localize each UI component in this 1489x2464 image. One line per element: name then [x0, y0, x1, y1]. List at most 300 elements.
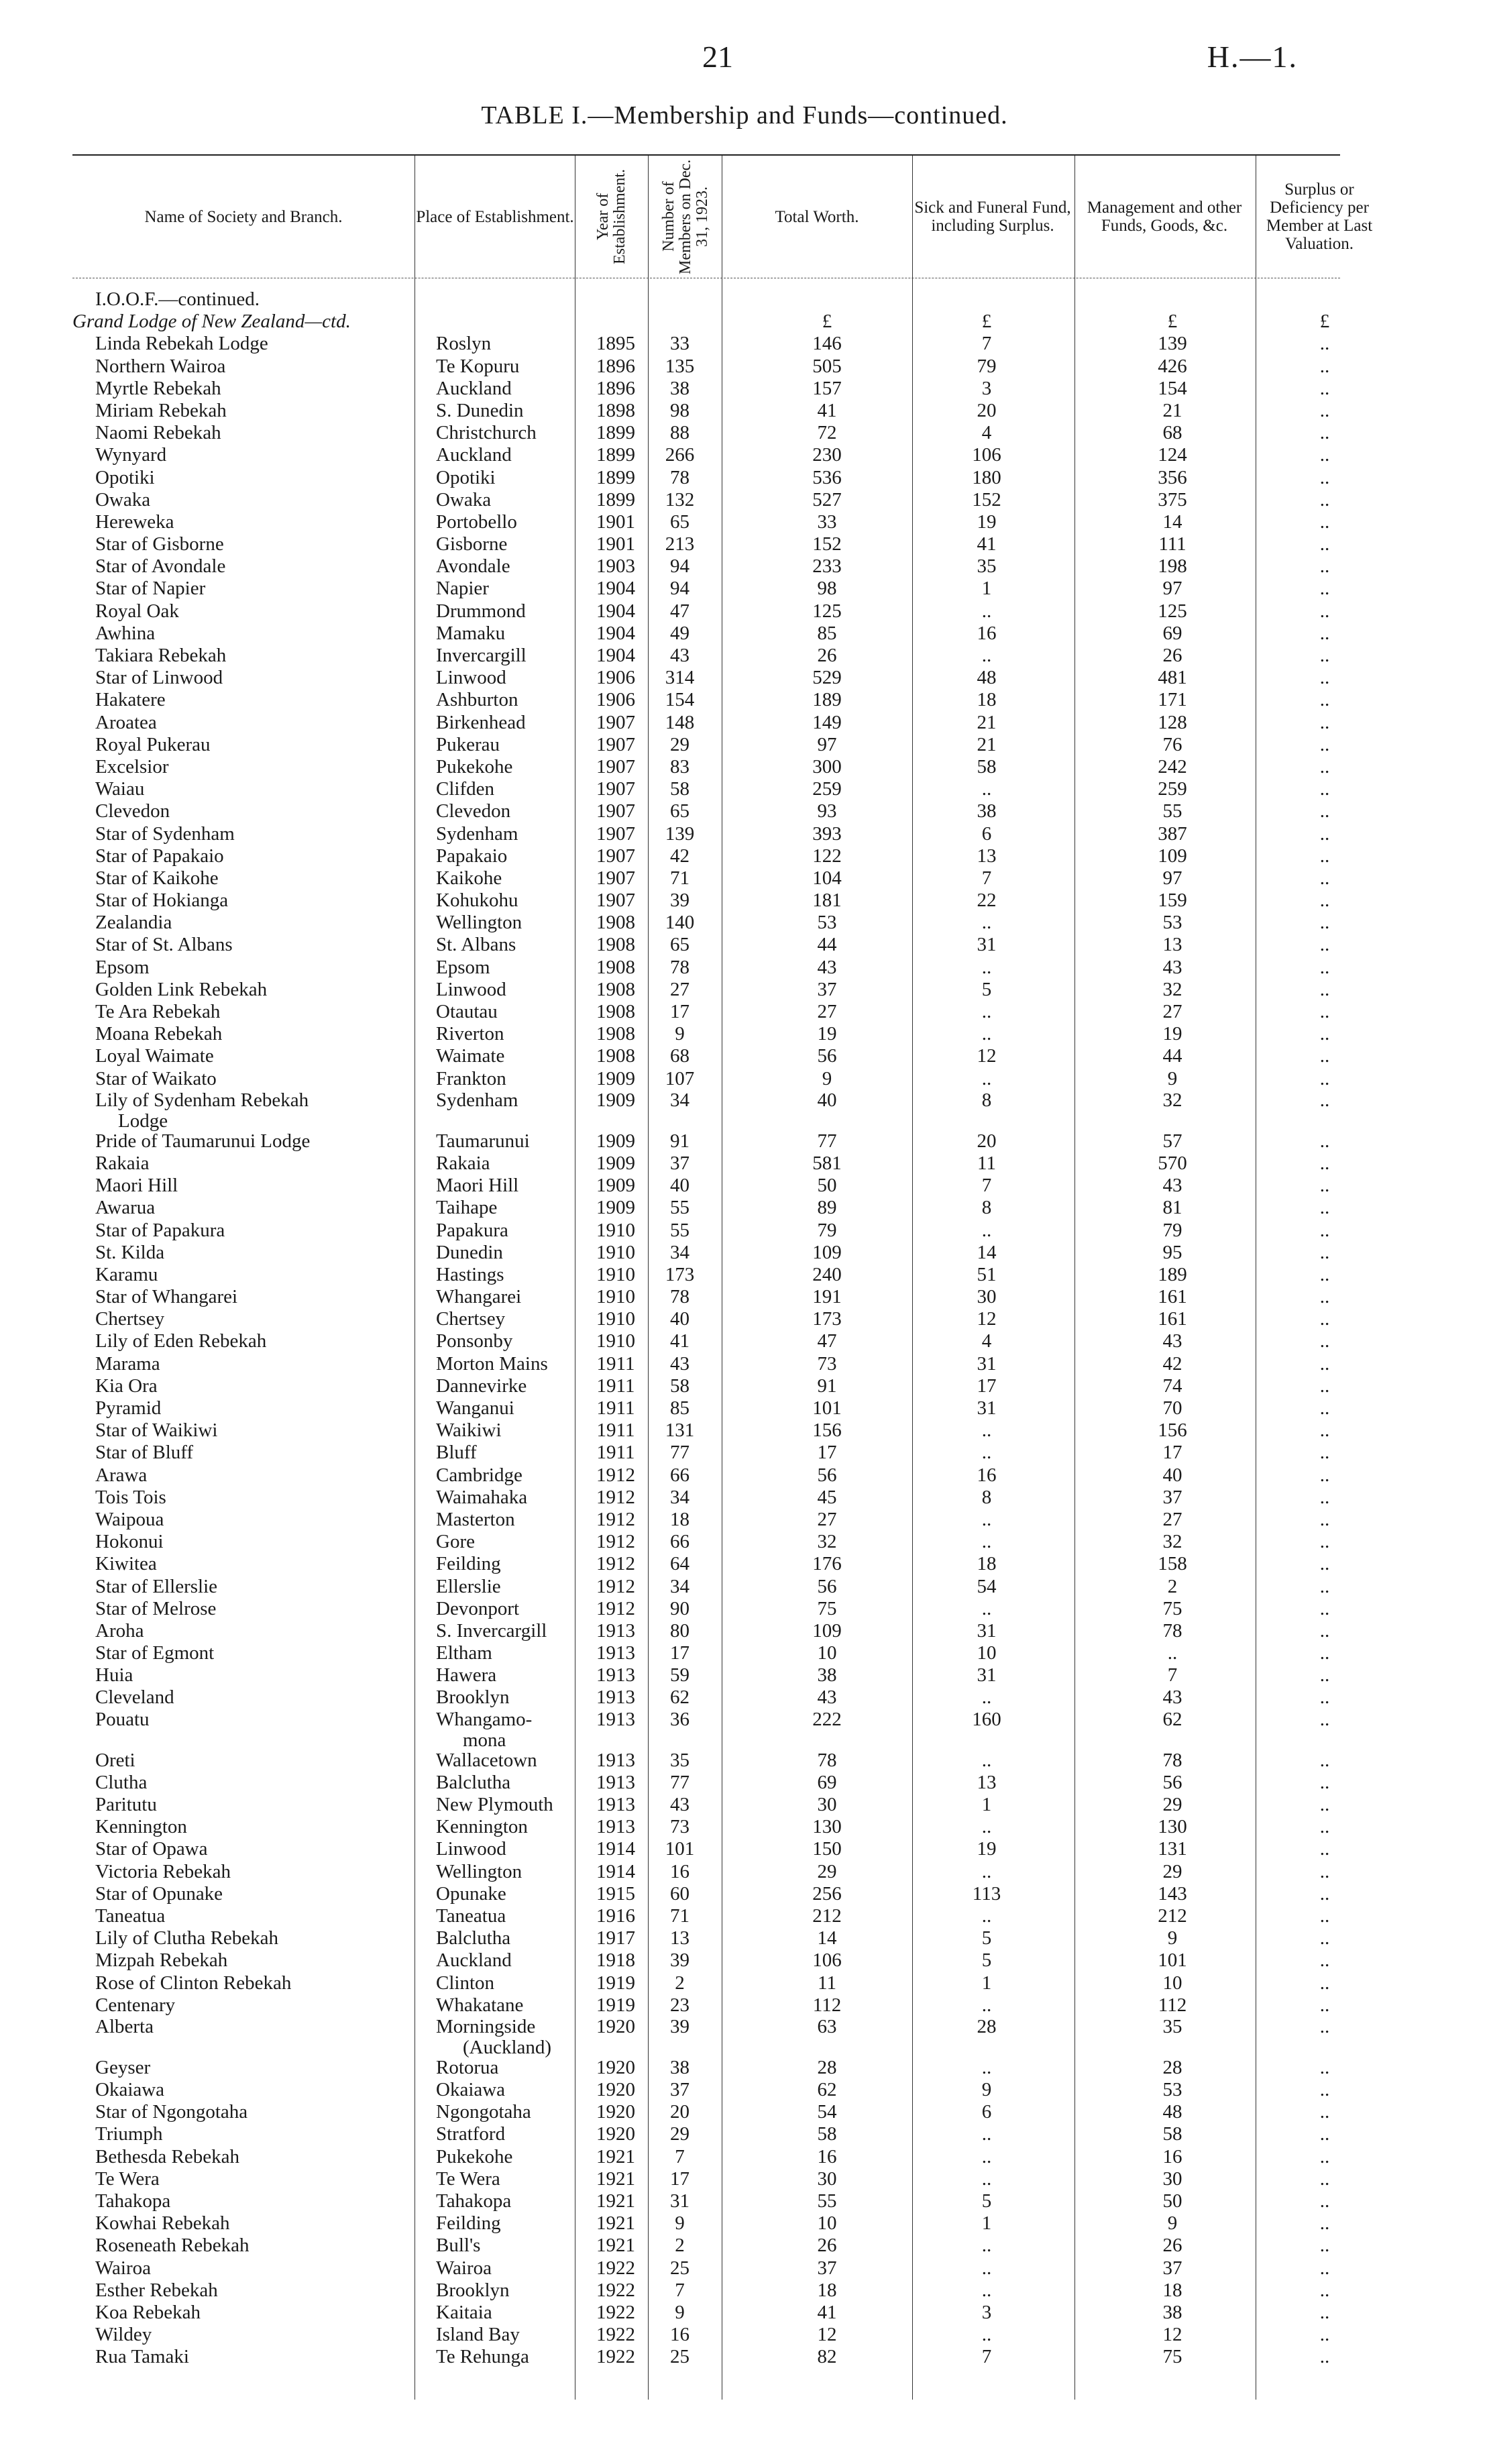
member-count: 65 — [670, 934, 690, 956]
place-of-establishment: Kaikohe — [436, 867, 502, 889]
place-of-establishment: Opunake — [436, 1882, 506, 1905]
year-established: 1912 — [596, 1508, 635, 1530]
sick-funeral-fund: 21 — [977, 711, 997, 733]
table-row — [72, 1772, 1340, 1794]
sick-funeral-fund: .. — [981, 1816, 992, 1838]
member-count: 39 — [670, 1949, 690, 1972]
management-funds: 55 — [1162, 800, 1182, 822]
surplus-deficiency: .. — [1319, 2015, 1330, 2037]
table-rows — [72, 333, 1340, 2368]
management-funds: 212 — [1158, 1905, 1187, 1927]
member-count: 20 — [670, 2101, 690, 2123]
year-established: 1910 — [596, 1308, 635, 1330]
table-row — [72, 1553, 1340, 1575]
society-name: Naomi Rebekah — [95, 422, 221, 444]
sick-funeral-fund: 22 — [977, 890, 997, 912]
table-row — [72, 356, 1340, 378]
society-name: Rose of Clinton Rebekah — [95, 1972, 292, 1994]
table-row — [72, 2146, 1340, 2168]
member-count: 16 — [670, 1860, 690, 1882]
place-of-establishment: Island Bay — [436, 2324, 520, 2346]
year-established: 1922 — [596, 2346, 635, 2368]
place-of-establishment: Taneatua — [436, 1905, 506, 1927]
total-worth: 14 — [817, 1927, 837, 1949]
surplus-deficiency: .. — [1319, 1994, 1330, 2016]
place-of-establishment: Pukekohe — [436, 755, 513, 778]
place-of-establishment: Opotiki — [436, 466, 496, 488]
sick-funeral-fund: .. — [981, 2324, 992, 2346]
total-worth: 50 — [817, 1175, 837, 1197]
table-row — [72, 1464, 1340, 1487]
year-established: 1906 — [596, 667, 635, 689]
table-row — [72, 1442, 1340, 1464]
table-row — [72, 1576, 1340, 1598]
management-funds: 124 — [1158, 444, 1187, 466]
place-of-establishment: Drummond — [436, 600, 526, 622]
management-funds: 27 — [1162, 1508, 1182, 1530]
surplus-deficiency: .. — [1319, 1152, 1330, 1174]
surplus-deficiency: .. — [1319, 711, 1330, 733]
member-count: 78 — [670, 1286, 690, 1308]
society-name: Wairoa — [95, 2257, 152, 2279]
total-worth: 130 — [812, 1816, 842, 1838]
society-name: Esther Rebekah — [95, 2279, 218, 2301]
total-worth: 73 — [817, 1352, 837, 1375]
sick-funeral-fund: 8 — [981, 1089, 992, 1111]
society-name: Wynyard — [95, 444, 167, 466]
year-established: 1909 — [596, 1067, 635, 1089]
surplus-deficiency: .. — [1319, 1838, 1330, 1860]
member-count: 9 — [675, 1023, 685, 1045]
total-worth: 19 — [817, 1023, 837, 1045]
management-funds: 12 — [1162, 2324, 1182, 2346]
surplus-deficiency: .. — [1319, 1241, 1330, 1263]
total-worth: 536 — [812, 466, 842, 488]
table-row — [72, 1949, 1340, 1972]
sick-funeral-fund: 51 — [977, 1263, 997, 1285]
year-established: 1919 — [596, 1972, 635, 1994]
year-established: 1913 — [596, 1816, 635, 1838]
member-count: 59 — [670, 1664, 690, 1686]
society-name: Aroatea — [95, 711, 157, 733]
table-row — [72, 957, 1340, 979]
sick-funeral-fund: .. — [981, 2056, 992, 2078]
society-name: Karamu — [95, 1263, 158, 1285]
society-name: Paritutu — [95, 1794, 157, 1815]
table-row — [72, 1750, 1340, 1772]
member-count: 35 — [670, 1749, 690, 1771]
society-name — [95, 1090, 471, 1132]
total-worth: 69 — [817, 1771, 837, 1793]
surplus-deficiency: .. — [1319, 1352, 1330, 1375]
society-name: Star of Opunake — [95, 1882, 223, 1905]
member-count: 107 — [665, 1067, 695, 1089]
table-row — [72, 1531, 1340, 1553]
sick-funeral-fund: 13 — [977, 1771, 997, 1793]
year-established: 1912 — [596, 1531, 635, 1553]
management-funds: 143 — [1158, 1882, 1187, 1905]
table-row — [72, 1927, 1340, 1949]
total-worth: 259 — [812, 778, 842, 800]
society-name: Opotiki — [95, 466, 155, 488]
management-funds: 97 — [1162, 578, 1182, 600]
table-row — [72, 890, 1340, 912]
sick-funeral-fund: 30 — [977, 1286, 997, 1308]
total-worth: 97 — [817, 733, 837, 755]
member-count: 47 — [670, 600, 690, 622]
page-number: 21 — [702, 40, 733, 74]
society-name: Zealandia — [95, 912, 172, 934]
management-funds: 570 — [1158, 1152, 1187, 1174]
year-established: 1921 — [596, 2145, 635, 2167]
management-funds: 259 — [1158, 778, 1187, 800]
year-established: 1919 — [596, 1994, 635, 2016]
year-established: 1901 — [596, 533, 635, 555]
member-count: 40 — [670, 1175, 690, 1197]
currency-sick: £ — [981, 311, 992, 333]
member-count: 77 — [670, 1771, 690, 1793]
member-count: 37 — [670, 2079, 690, 2101]
surplus-deficiency: .. — [1319, 1597, 1330, 1619]
member-count: 77 — [670, 1442, 690, 1464]
sick-funeral-fund: 31 — [977, 1664, 997, 1686]
member-count: 73 — [670, 1816, 690, 1838]
sick-funeral-fund: .. — [981, 1860, 992, 1882]
society-name: Star of Melrose — [95, 1597, 217, 1619]
society-name: Royal Oak — [95, 600, 179, 622]
table-row — [72, 1664, 1340, 1686]
sick-funeral-fund: .. — [981, 2257, 992, 2279]
sick-funeral-fund: 48 — [977, 667, 997, 689]
header-year — [575, 156, 648, 278]
sick-funeral-fund: 16 — [977, 1464, 997, 1486]
subsection-title: Grand Lodge of New Zealand—ctd. — [72, 311, 351, 333]
year-established: 1899 — [596, 466, 635, 488]
year-established: 1911 — [596, 1420, 635, 1442]
header-surplus: Surplus or Deficiency per Member at Last Valuation. — [1266, 180, 1373, 253]
table-row — [72, 1264, 1340, 1286]
surplus-deficiency: .. — [1319, 1816, 1330, 1838]
table-row — [72, 511, 1340, 533]
place-of-establishment: Wellington — [436, 1860, 522, 1882]
total-worth: 58 — [817, 2123, 837, 2145]
management-funds: 43 — [1162, 1686, 1182, 1709]
management-funds: 125 — [1158, 600, 1187, 622]
sick-funeral-fund: 31 — [977, 1352, 997, 1375]
management-funds: 97 — [1162, 867, 1182, 889]
total-worth: 32 — [817, 1531, 837, 1553]
sick-funeral-fund: .. — [981, 1023, 992, 1045]
member-count: 88 — [670, 422, 690, 444]
year-established: 1903 — [596, 555, 635, 578]
surplus-deficiency: .. — [1319, 2279, 1330, 2301]
management-funds: 198 — [1158, 555, 1187, 578]
management-funds: 75 — [1162, 1597, 1182, 1619]
sick-funeral-fund: 5 — [981, 1949, 992, 1972]
surplus-deficiency: .. — [1319, 2145, 1330, 2167]
total-worth: 581 — [812, 1152, 842, 1174]
member-count: 49 — [670, 622, 690, 644]
year-established: 1907 — [596, 890, 635, 912]
surplus-deficiency: .. — [1319, 1089, 1330, 1111]
sick-funeral-fund: .. — [981, 2123, 992, 2145]
society-name: Taneatua — [95, 1905, 166, 1927]
surplus-deficiency: .. — [1319, 2212, 1330, 2235]
year-established: 1896 — [596, 377, 635, 399]
society-name: Star of Ellerslie — [95, 1575, 218, 1597]
management-funds: 38 — [1162, 2301, 1182, 2323]
table-row — [72, 734, 1340, 756]
table-row — [72, 1642, 1340, 1664]
member-count: 71 — [670, 867, 690, 889]
total-worth: 45 — [817, 1486, 837, 1508]
surplus-deficiency: .. — [1319, 2056, 1330, 2078]
member-count: 148 — [665, 711, 695, 733]
member-count: 9 — [675, 2301, 685, 2323]
member-count: 42 — [670, 845, 690, 867]
member-count: 2 — [675, 2235, 685, 2257]
management-funds: 48 — [1162, 2101, 1182, 2123]
management-funds: 112 — [1158, 1994, 1187, 2016]
year-established: 1910 — [596, 1286, 635, 1308]
management-funds: 159 — [1158, 890, 1187, 912]
society-name: Waiau — [95, 778, 145, 800]
member-count: 34 — [670, 1089, 690, 1111]
total-worth: 53 — [817, 912, 837, 934]
table-row — [72, 1068, 1340, 1090]
place-of-establishment: Linwood — [436, 1838, 506, 1860]
surplus-deficiency: .. — [1319, 2190, 1330, 2212]
place-of-establishment: Clinton — [436, 1972, 495, 1994]
management-funds: 62 — [1162, 1708, 1182, 1730]
surplus-deficiency: .. — [1319, 422, 1330, 444]
year-established: 1912 — [596, 1553, 635, 1575]
total-worth: 41 — [817, 399, 837, 421]
table-row — [72, 489, 1340, 511]
surplus-deficiency: .. — [1319, 1330, 1330, 1352]
sick-funeral-fund: 1 — [981, 1972, 992, 1994]
surplus-deficiency: .. — [1319, 956, 1330, 978]
surplus-deficiency: .. — [1319, 689, 1330, 711]
total-worth: 109 — [812, 1619, 842, 1642]
table-row — [72, 600, 1340, 623]
table-row — [72, 533, 1340, 555]
member-count: 33 — [670, 333, 690, 355]
surplus-deficiency: .. — [1319, 2346, 1330, 2368]
member-count: 314 — [665, 667, 695, 689]
surplus-deficiency: .. — [1319, 1001, 1330, 1022]
table-row — [72, 2257, 1340, 2280]
society-name: Hakatere — [95, 689, 166, 711]
management-funds: 161 — [1158, 1308, 1187, 1330]
total-worth: 26 — [817, 2235, 837, 2257]
management-funds: 29 — [1162, 1860, 1182, 1882]
table-row — [72, 645, 1340, 667]
year-established: 1908 — [596, 1045, 635, 1067]
management-funds: 2 — [1167, 1575, 1178, 1597]
header-name: Name of Society and Branch. — [144, 207, 343, 226]
total-worth: 93 — [817, 800, 837, 822]
total-worth: 63 — [817, 2015, 837, 2037]
year-established: 1907 — [596, 800, 635, 822]
sick-funeral-fund: 19 — [977, 1838, 997, 1860]
surplus-deficiency: .. — [1319, 733, 1330, 755]
management-funds: 70 — [1162, 1397, 1182, 1419]
member-count: 18 — [670, 1508, 690, 1530]
table-row — [72, 1330, 1340, 1352]
society-name: Pouatu — [95, 1708, 150, 1730]
table-row — [72, 555, 1340, 578]
total-worth: 85 — [817, 622, 837, 644]
management-funds: 111 — [1158, 533, 1187, 555]
surplus-deficiency: .. — [1319, 399, 1330, 421]
management-funds: 78 — [1162, 1619, 1182, 1642]
society-name: Royal Pukerau — [95, 733, 211, 755]
place-of-establishment: Wellington — [436, 912, 522, 934]
table-row — [72, 979, 1340, 1001]
total-worth: 149 — [812, 711, 842, 733]
society-name: Loyal Waimate — [95, 1045, 214, 1067]
place-of-establishment: Whakatane — [436, 1994, 524, 2016]
member-count: 213 — [665, 533, 695, 555]
management-funds: 130 — [1158, 1816, 1187, 1838]
member-count: 41 — [670, 1330, 690, 1352]
surplus-deficiency: .. — [1319, 466, 1330, 488]
table-row — [72, 1220, 1340, 1242]
total-worth: 222 — [812, 1708, 842, 1730]
year-established: 1914 — [596, 1860, 635, 1882]
sick-funeral-fund: 35 — [977, 555, 997, 578]
table-row — [72, 1286, 1340, 1308]
surplus-deficiency: .. — [1319, 1575, 1330, 1597]
total-worth: 82 — [817, 2346, 837, 2368]
total-worth: 37 — [817, 978, 837, 1000]
management-funds: 139 — [1158, 333, 1187, 355]
total-worth: 98 — [817, 578, 837, 600]
table-row — [72, 1883, 1340, 1905]
place-of-establishment: Rakaia — [436, 1152, 490, 1174]
header-members-text: Number of Members on Dec. 31, 1923. — [659, 159, 711, 274]
society-name: Centenary — [95, 1994, 176, 2016]
sick-funeral-fund: .. — [981, 1905, 992, 1927]
sick-funeral-fund: .. — [981, 600, 992, 622]
society-name: Miriam Rebekah — [95, 399, 227, 421]
management-funds: 19 — [1162, 1023, 1182, 1045]
member-count: 131 — [665, 1420, 695, 1442]
place-of-establishment: Masterton — [436, 1508, 515, 1530]
year-established: 1909 — [596, 1089, 635, 1111]
year-established: 1911 — [596, 1442, 635, 1464]
total-worth: 300 — [812, 755, 842, 778]
total-worth: 38 — [817, 1664, 837, 1686]
total-worth: 256 — [812, 1882, 842, 1905]
surplus-deficiency: .. — [1319, 2079, 1330, 2101]
management-funds: 9 — [1167, 1067, 1178, 1089]
total-worth: 56 — [817, 1464, 837, 1486]
member-count: 55 — [670, 1219, 690, 1241]
member-count: 132 — [665, 488, 695, 511]
year-established: 1912 — [596, 1597, 635, 1619]
total-worth: 109 — [812, 1241, 842, 1263]
management-funds: 44 — [1162, 1045, 1182, 1067]
society-name: Kowhai Rebekah — [95, 2212, 230, 2235]
place-of-establishment: Linwood — [436, 978, 506, 1000]
society-name: Geyser — [95, 2056, 151, 2078]
management-funds: 154 — [1158, 377, 1187, 399]
table-body — [72, 288, 1340, 2369]
management-funds: 189 — [1158, 1263, 1187, 1285]
sick-funeral-fund: 180 — [972, 466, 1001, 488]
year-established: 1899 — [596, 488, 635, 511]
year-established: 1899 — [596, 444, 635, 466]
society-name: Star of Opawa — [95, 1838, 208, 1860]
surplus-deficiency: .. — [1319, 1531, 1330, 1553]
table-row — [72, 1794, 1340, 1816]
table-row — [72, 756, 1340, 778]
society-name: Star of Papakura — [95, 1219, 225, 1241]
member-count: 80 — [670, 1619, 690, 1642]
management-funds: 79 — [1162, 1219, 1182, 1241]
surplus-deficiency: .. — [1319, 511, 1330, 533]
total-worth: 40 — [817, 1089, 837, 1111]
management-funds: 158 — [1158, 1553, 1187, 1575]
place-of-establishment: Clevedon — [436, 800, 511, 822]
surplus-deficiency: .. — [1319, 1708, 1330, 1730]
year-established: 1895 — [596, 333, 635, 355]
place-of-establishment: Wairoa — [436, 2257, 492, 2279]
member-count: 17 — [670, 1001, 690, 1022]
society-name: Star of Egmont — [95, 1642, 215, 1664]
society-name: Excelsior — [95, 755, 169, 778]
total-worth: 54 — [817, 2101, 837, 2123]
table-row — [72, 2017, 1340, 2057]
place-of-establishment: Waikiwi — [436, 1420, 502, 1442]
year-established: 1913 — [596, 1771, 635, 1793]
management-funds: .. — [1167, 1642, 1178, 1664]
total-worth: 11 — [818, 1972, 836, 1994]
society-name: Tois Tois — [95, 1486, 166, 1508]
sick-funeral-fund: .. — [981, 1420, 992, 1442]
place-of-establishment: Stratford — [436, 2123, 506, 2145]
table-row — [72, 444, 1340, 466]
place-of-establishment: Whangarei — [436, 1286, 522, 1308]
table-row — [72, 1598, 1340, 1620]
total-worth: 125 — [812, 600, 842, 622]
society-name: Moana Rebekah — [95, 1023, 223, 1045]
surplus-deficiency: .. — [1319, 1553, 1330, 1575]
total-worth: 72 — [817, 422, 837, 444]
sick-funeral-fund: 17 — [977, 1375, 997, 1397]
place-of-establishment: Sydenham — [436, 822, 518, 845]
place-of-establishment: Auckland — [436, 1949, 512, 1972]
surplus-deficiency: .. — [1319, 1308, 1330, 1330]
total-worth: 156 — [812, 1420, 842, 1442]
management-funds: 426 — [1158, 355, 1187, 377]
sick-funeral-fund: 6 — [981, 822, 992, 845]
member-count: 34 — [670, 1575, 690, 1597]
sick-funeral-fund: 20 — [977, 399, 997, 421]
surplus-deficiency: .. — [1319, 533, 1330, 555]
surplus-deficiency: .. — [1319, 377, 1330, 399]
year-established: 1898 — [596, 399, 635, 421]
surplus-deficiency: .. — [1319, 1464, 1330, 1486]
management-funds: 35 — [1162, 2015, 1182, 2037]
member-count: 34 — [670, 1486, 690, 1508]
place-of-establishment: Birkenhead — [436, 711, 526, 733]
table-row — [72, 422, 1340, 444]
society-name: Te Wera — [95, 2167, 160, 2190]
sick-funeral-fund: .. — [981, 1442, 992, 1464]
